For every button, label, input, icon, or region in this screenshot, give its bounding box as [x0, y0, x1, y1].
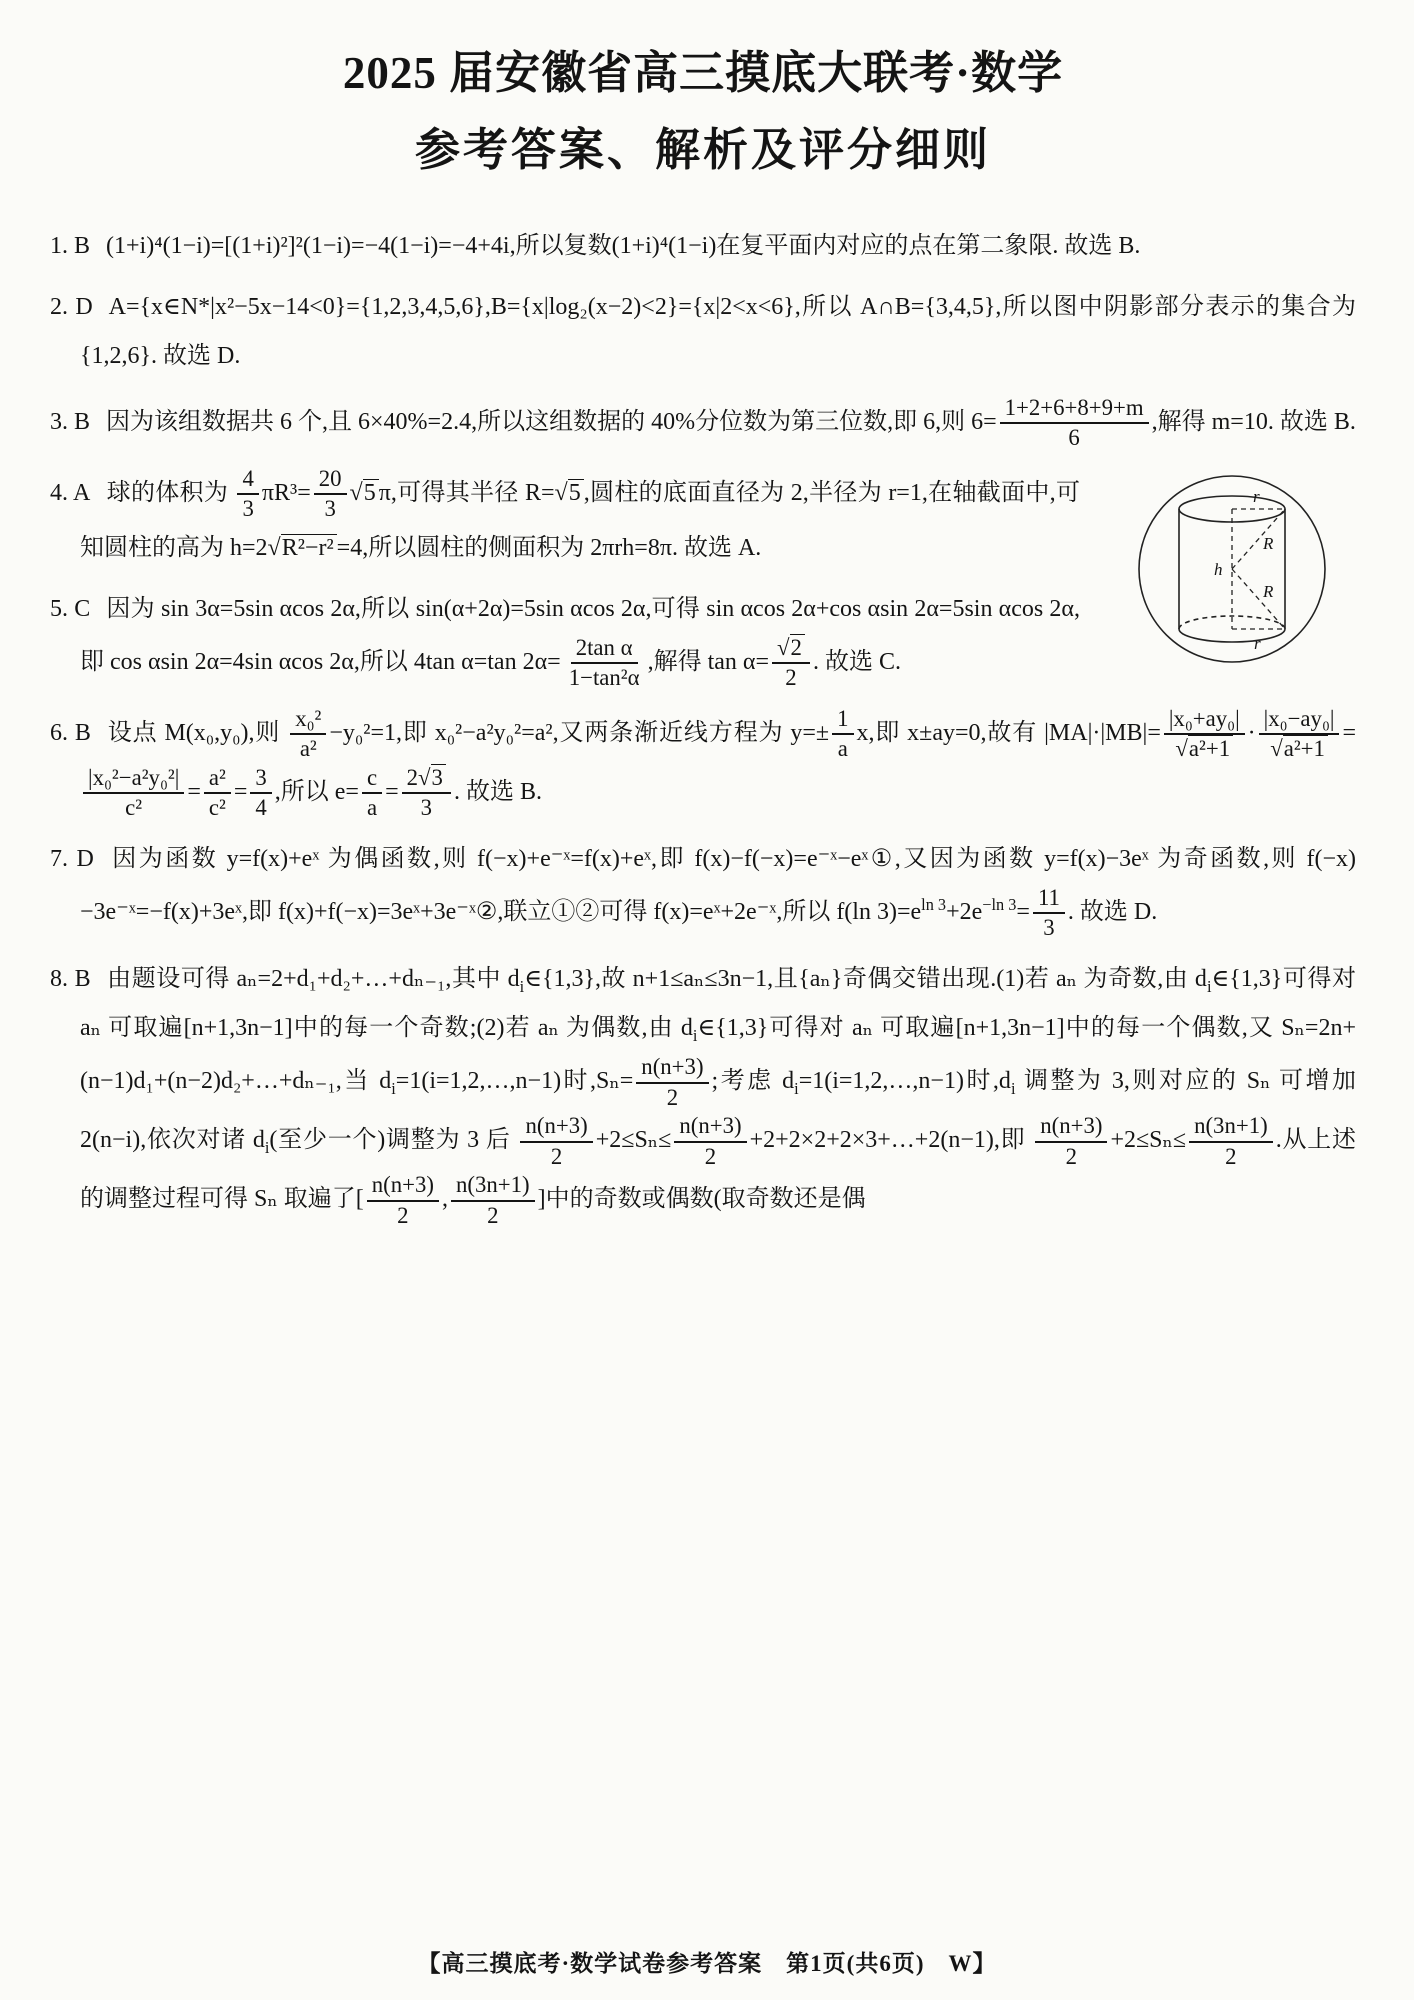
answer-number: 8. B [50, 965, 91, 992]
answer-text: 由题设可得 aₙ=2+d₁+d₂+…+dₙ₋₁,其中 $d_i\in\{1,3\}$,故 n+1≤aₙ≤3n−1,且{aₙ}奇偶交错出现.(1)若 aₙ 为奇数,由 $d_i\in\{1,3\}$可得对 aₙ 可取遍[n+1,3n−1]中的每一个奇数;(2)若 aₙ 为偶数,由 $d_i\in\{1,3\}$可得对 aₙ 可取遍[n+1,3n−1]中的每一个偶数,又 Sₙ=2n+(n−1)d₁+(n−2)d₂+…+dₙ₋₁,当 $d_i=1(i=1,2,\dots,n-1)$时,Sₙ= $\frac{n(n+3)}{2}$ ;考虑 $d_i=1(i=1,2,\dots,n-1)$时$,d_i$ 调整为 3,则对应的 Sₙ 可增加 2(n−i),依次对诸 $d_i$(至少一个)调整为 3 后 $\frac{n(n+3)}{2}$ +2≤Sₙ≤ $\frac{n(n+3)}{2}$ +2+2×2+2×3+…+2(n−1),即 $\frac{n(n+3)}{2}$ +2≤Sₙ≤ $\frac{n(3n+1)}{2}$ .从上述的调整过程可得 Sₙ 取遍了[ $\frac{n(n+3)}{2}$ , $\frac{n(3n+1)}{2}$ ]中的奇数或偶数(取奇数还是偶 [80, 965, 1357, 1228]
answer-number: 3. B [50, 408, 91, 435]
answer-item [50, 705, 1356, 823]
label-r-bottom: r [1254, 633, 1261, 653]
cylinder-bottom-ellipse-front [1179, 629, 1285, 642]
page-title-line2: 参考答案、解析及评分细则 [414, 125, 991, 175]
answer-text: (1+i)⁴(1−i)=[(1+i)²]²(1−i)=−4(1−i)=−4+4i,所以复数(1+i)⁴(1−i)在复平面内对应的点在第二象限. 故选 B. [106, 233, 1141, 259]
answers-section [50, 222, 1356, 1230]
answer-text: A={x∈N*|x²−5x−14<0}={1,2,3,4,5,6},B={x|log₂(x−2)<2}={x|2<x<6},所以 A∩B={3,4,5},所以图中阴影部分表示的集合为{1,2,6}. 故选 D. [80, 294, 1356, 370]
answer-number: 6. B [50, 719, 91, 746]
sphere-cylinder-svg [1104, 467, 1356, 672]
answer-text: 设点 M(x₀,y₀),则 $\frac{\text{x₀²}}{\text{a²}}$ −y₀²=1,即 x₀²−a²y₀²=a²,又两条渐近线方程为 y=± $\frac{1}{a}$ x,即 x±ay=0,故有 |MA|·|MB|= $\frac{\text{|x₀+ay₀|}}{\text{√a²+1}}$ · $\frac{\text{|x₀−ay₀|}}{\text{√a²+1}}$ = $\frac{\text{|x₀²−a²y₀²|}}{\text{c²}}$ = $\frac{\text{a²}}{\text{c²}}$ = $\frac{3}{4}$ ,所以 e= $\frac{c}{a}$ = $\frac{2√3}{3}$ . 故选 B. [80, 720, 1356, 805]
answer-items-1-3 [50, 222, 1356, 453]
answer-number: 4. A [50, 479, 91, 506]
answer-number: 7. D [50, 845, 94, 872]
answer-text: 球的体积为 $\frac{4}{3}$ πR³= $\frac{20}{3}$ √5 π,可得其半径 R=√5 ,圆柱的底面直径为 2,半径为 r=1,在轴截面中,可知圆柱的高为 h=2√R²−r² =4,所以圆柱的侧面积为 2πrh=8π. 故选 A. [80, 465, 1080, 561]
answer-number: 5. C [50, 595, 91, 622]
label-r-top: r [1253, 486, 1260, 506]
answer-number: 1. B [50, 233, 91, 259]
page-footer: 【高三摸底考·数学试卷参考答案 第1页(共6页) W】 [417, 1951, 997, 1976]
label-R-lower: R [1263, 581, 1274, 601]
answer-text: 因为该组数据共 6 个,且 6×40%=2.4,所以这组数据的 40%分位数为第三位数,即 6,则 6= $\frac{1+2+6+8+9+m}{6}$ ,解得 m=10. 故选 B. [106, 394, 1356, 451]
page-title-line1: 2025 届安徽省高三摸底大联考·数学 [342, 48, 1064, 98]
answer-item [50, 394, 1356, 453]
sphere-radius-lower-line [1232, 569, 1285, 629]
answer-text: 因为函数 y=f(x)+eˣ 为偶函数,则 f(−x)+e⁻ˣ=f(x)+eˣ,即 f(x)−f(−x)=e⁻ˣ−eˣ①,又因为函数 y=f(x)−3eˣ 为奇函数,则 f(−x)−3e⁻ˣ=−f(x)+3eˣ,即 f(x)+f(−x)=3eˣ+3e⁻ˣ②,联立①②可得 f(x)=eˣ+2e⁻ˣ,所以 f(ln $3)=e^{ln 3}+2e^{-ln 3}=$ $\frac{11}{3}$ . 故选 D. [80, 845, 1356, 941]
answer-item [50, 283, 1356, 381]
sphere-cylinder-figure [1104, 467, 1356, 672]
label-h: h [1214, 559, 1223, 579]
answer-text: 因为 sin 3α=5sin αcos 2α,所以 sin(α+2α)=5sin αcos 2α,可得 sin αcos 2α+cos αsin 2α=5sin αcos 2α,即 cos αsin 2α=4sin αcos 2α,所以 4tan α=tan 2α= $\frac{\text{2tan α}}{\text{1−tan²α}}$ ,解得 tan α= $\frac{√2}{2}$ . 故选 C. [80, 595, 1081, 691]
answer-number: 2. D [50, 294, 93, 321]
sphere-radius-upper-line [1232, 509, 1285, 569]
answer-item [50, 835, 1356, 943]
label-R-upper: R [1263, 533, 1274, 553]
answer-item [50, 955, 1356, 1230]
answer-item [50, 222, 1356, 271]
